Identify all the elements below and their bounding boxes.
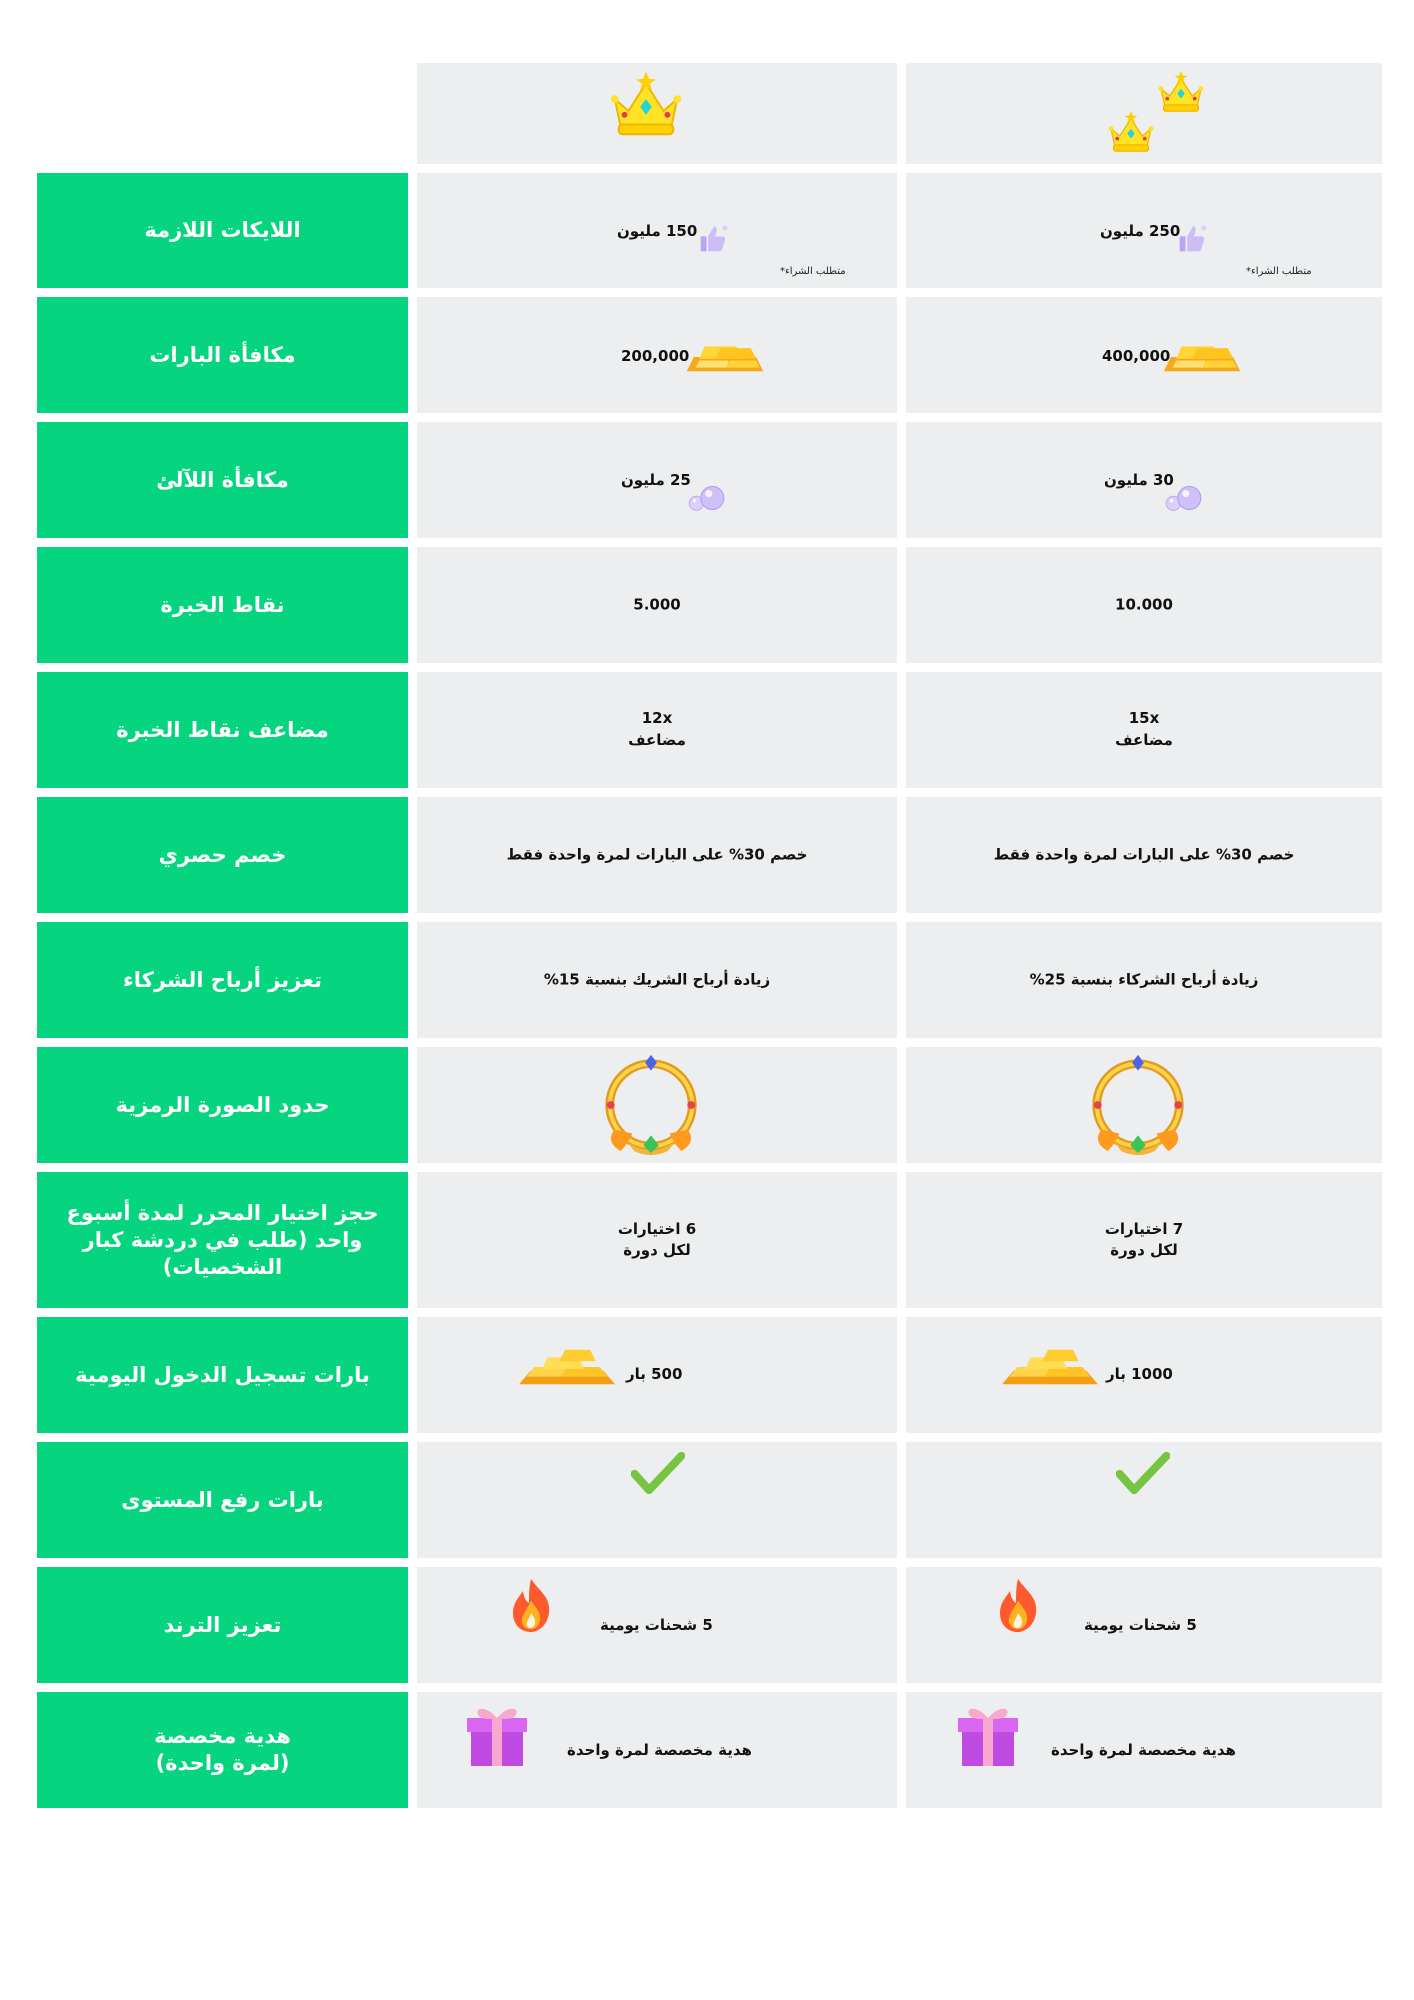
pearls-value-b: 30 مليون xyxy=(1104,471,1174,489)
crown-icon xyxy=(607,71,685,141)
header-tier-a xyxy=(417,63,897,164)
gold-bar-icon xyxy=(1162,341,1242,373)
xp-cell-b xyxy=(906,547,1382,663)
purchase-note-b: متطلب الشراء* xyxy=(1246,266,1312,277)
row-label-avatar-frame: حدود الصورة الرمزية xyxy=(37,1047,408,1163)
likes-value-a: 150 مليون xyxy=(617,222,698,240)
level-up-cell-b xyxy=(906,1442,1382,1558)
xp-multiplier-cell-b xyxy=(906,672,1382,788)
gold-bar-icon xyxy=(685,341,765,373)
thumbs-up-icon xyxy=(1176,223,1210,253)
pearl-icon xyxy=(1164,482,1204,514)
daily-login-cell-b xyxy=(906,1317,1382,1433)
custom-gift-label-line1: هدية مخصصة xyxy=(154,1724,291,1748)
xp-value-a: 5.000 xyxy=(633,595,681,614)
bars-reward-value-b: 400,000 xyxy=(1102,347,1171,365)
custom-gift-value-a: هدية مخصصة لمرة واحدة xyxy=(567,1741,752,1759)
editors-pick-value-b: 7 اختيارات xyxy=(1104,1220,1184,1238)
row-label-likes: اللايكات اللازمة xyxy=(37,173,408,288)
bars-reward-cell-b xyxy=(906,297,1382,413)
gold-bar-icon xyxy=(1002,1347,1098,1387)
discount-cell-a xyxy=(417,797,897,913)
editors-pick-value-a: 6 اختيارات xyxy=(617,1220,697,1238)
gift-icon xyxy=(952,1698,1022,1768)
partner-boost-cell-b xyxy=(906,922,1382,1038)
custom-gift-cell-a xyxy=(417,1692,897,1808)
crown-icon xyxy=(1106,111,1156,155)
gold-bar-icon xyxy=(519,1347,615,1387)
row-label-pearls: مكافأة اللآلئ xyxy=(37,422,408,538)
discount-cell-b xyxy=(906,797,1382,913)
row-label-trend-boost: تعزيز الترند xyxy=(37,1567,408,1683)
custom-gift-cell-b xyxy=(906,1692,1382,1808)
gift-icon xyxy=(461,1698,531,1768)
flame-icon xyxy=(509,1577,553,1633)
pearls-cell-b xyxy=(906,422,1382,538)
row-label-xp: نقاط الخبرة xyxy=(37,547,408,663)
custom-gift-label-line2: (لمرة واحدة) xyxy=(155,1751,290,1775)
row-label-level-up: بارات رفع المستوى xyxy=(37,1442,408,1558)
pearls-value-a: 25 مليون xyxy=(621,471,691,489)
row-label-custom-gift xyxy=(37,1692,408,1808)
row-label-partner-boost: تعزيز أرباح الشركاء xyxy=(37,922,408,1038)
likes-value-b: 250 مليون xyxy=(1100,222,1181,240)
likes-cell-b xyxy=(906,173,1382,288)
discount-value-a: خصم 30% على البارات لمرة واحدة فقط xyxy=(506,845,808,864)
trend-boost-value-b: 5 شحنات يومية xyxy=(1084,1616,1197,1634)
editors-pick-caption-a: لكل دورة xyxy=(623,1241,691,1259)
xp-value-b: 10.000 xyxy=(1115,595,1173,614)
xp-multiplier-value-a: 12x xyxy=(641,709,673,727)
xp-multiplier-caption-a: مضاعف xyxy=(628,731,686,749)
crown-icon xyxy=(1156,71,1206,115)
trend-boost-value-a: 5 شحنات يومية xyxy=(600,1616,713,1634)
checkmark-icon xyxy=(1116,1450,1170,1496)
trend-boost-cell-b xyxy=(906,1567,1382,1683)
thumbs-up-icon xyxy=(697,223,731,253)
row-label-editors-pick: حجز اختيار المحرر لمدة أسبوع واحد (طلب في دردشة كبار الشخصيات) xyxy=(37,1172,408,1308)
xp-multiplier-cell-a xyxy=(417,672,897,788)
bars-reward-value-a: 200,000 xyxy=(621,347,690,365)
level-up-cell-a xyxy=(417,1442,897,1558)
row-label-xp-multiplier: مضاعف نقاط الخبرة xyxy=(37,672,408,788)
custom-gift-value-b: هدية مخصصة لمرة واحدة xyxy=(1051,1741,1236,1759)
avatar-frame-icon xyxy=(597,1051,705,1159)
avatar-frame-cell-a xyxy=(417,1047,897,1163)
pearls-cell-a xyxy=(417,422,897,538)
row-label-discount: خصم حصري xyxy=(37,797,408,913)
checkmark-icon xyxy=(631,1450,685,1496)
trend-boost-cell-a xyxy=(417,1567,897,1683)
editors-pick-caption-b: لكل دورة xyxy=(1110,1241,1178,1259)
editors-pick-cell-a xyxy=(417,1172,897,1308)
bars-reward-cell-a xyxy=(417,297,897,413)
xp-multiplier-value-b: 15x xyxy=(1128,709,1160,727)
daily-login-cell-a xyxy=(417,1317,897,1433)
daily-login-value-a: 500 بار xyxy=(626,1365,683,1383)
xp-multiplier-caption-b: مضاعف xyxy=(1115,731,1173,749)
editors-pick-cell-b xyxy=(906,1172,1382,1308)
partner-boost-cell-a xyxy=(417,922,897,1038)
purchase-note-a: متطلب الشراء* xyxy=(780,266,846,277)
header-tier-b xyxy=(906,63,1382,164)
discount-value-b: خصم 30% على البارات لمرة واحدة فقط xyxy=(993,845,1295,864)
daily-login-value-b: 1000 بار xyxy=(1106,1365,1173,1383)
partner-boost-value-a: زيادة أرباح الشريك بنسبة 15% xyxy=(543,970,771,989)
pearl-icon xyxy=(687,482,727,514)
flame-icon xyxy=(996,1577,1040,1633)
partner-boost-value-b: زيادة أرباح الشركاء بنسبة 25% xyxy=(1029,970,1259,989)
likes-cell-a xyxy=(417,173,897,288)
row-label-daily-login: بارات تسجيل الدخول اليومية xyxy=(37,1317,408,1433)
row-label-bars-reward: مكافأة البارات xyxy=(37,297,408,413)
avatar-frame-cell-b xyxy=(906,1047,1382,1163)
avatar-frame-icon xyxy=(1084,1051,1192,1159)
xp-cell-a xyxy=(417,547,897,663)
